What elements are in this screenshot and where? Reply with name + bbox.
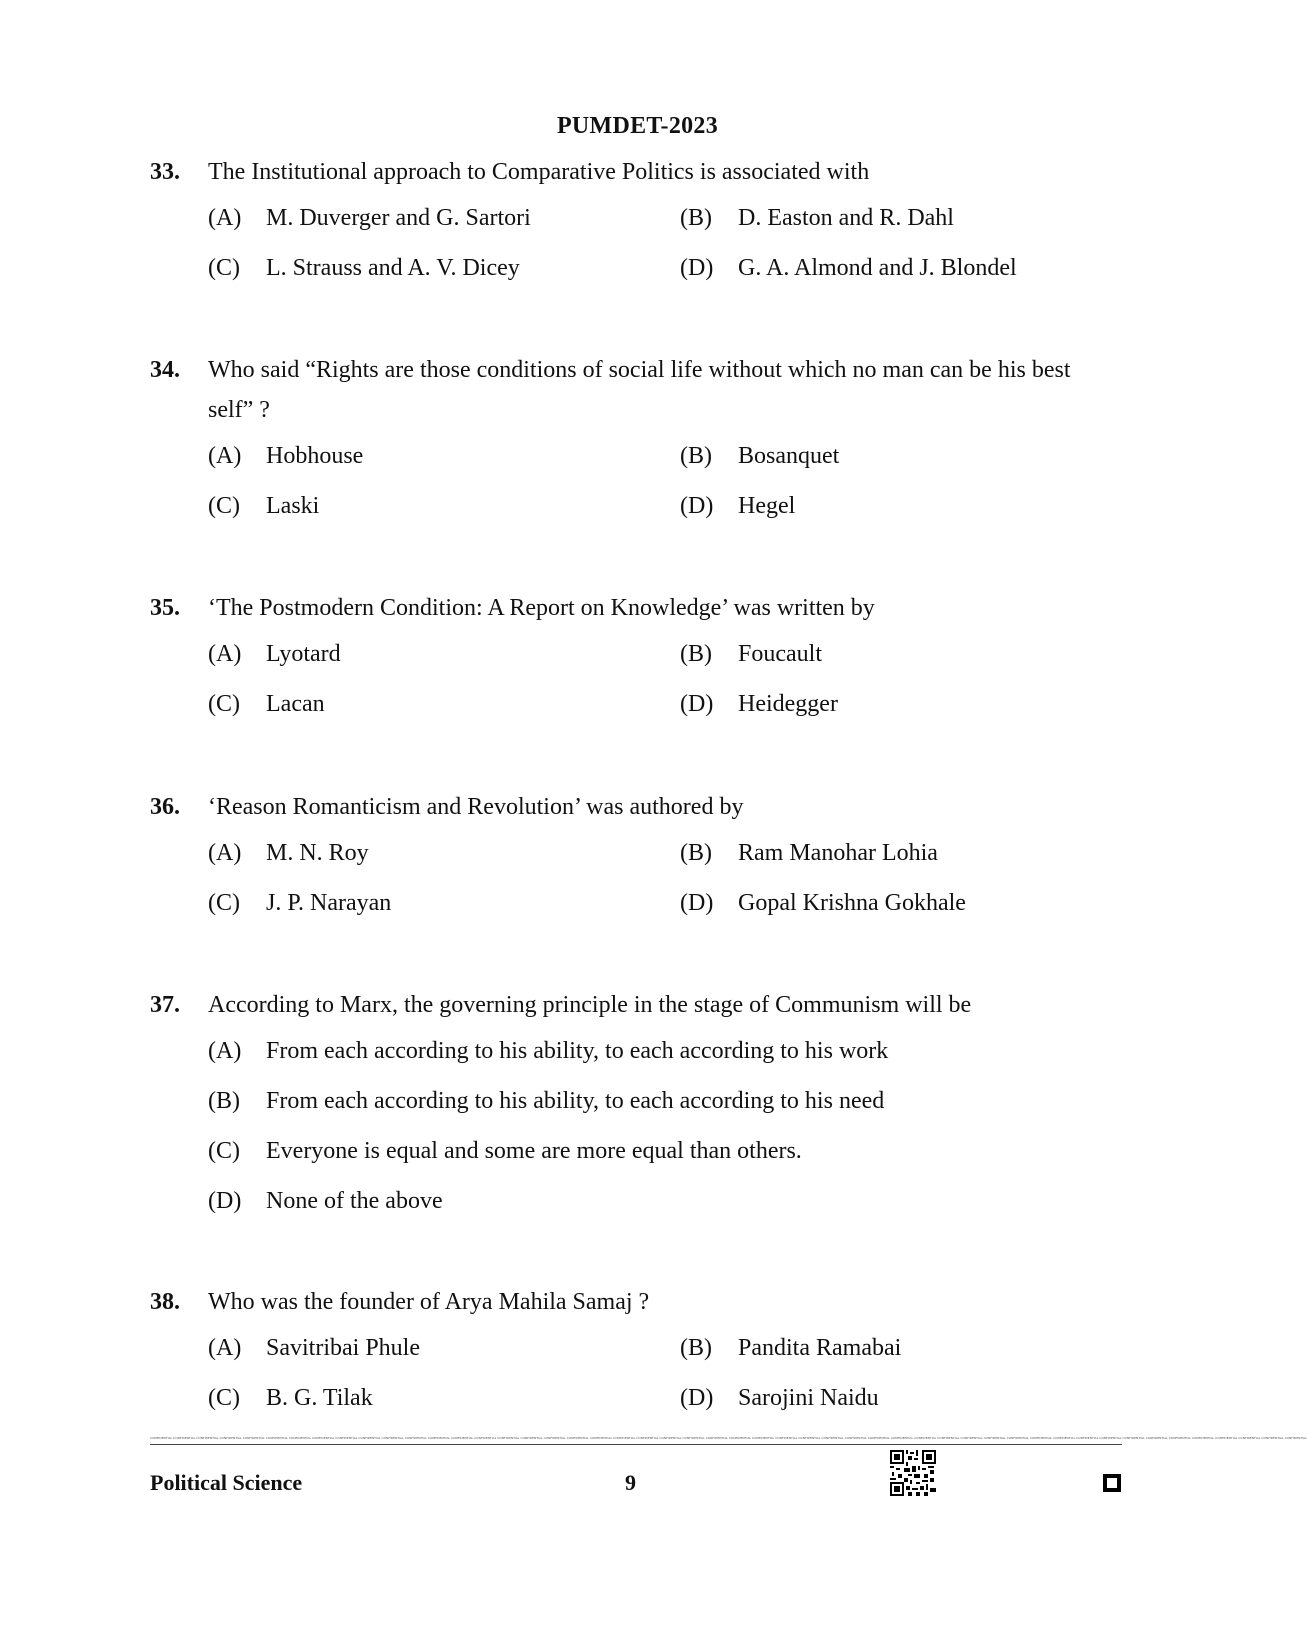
option-a: (A) From each according to his ability, to each according to his work (208, 1038, 889, 1064)
option-d: (D) Hegel (680, 493, 796, 519)
option-row (150, 1033, 1130, 1083)
option-b: (B) Bosanquet (680, 443, 840, 469)
option-b: (B) Ram Manohar Lohia (680, 840, 938, 866)
option-d: (D) None of the above (208, 1188, 443, 1214)
question-text: According to Marx, the governing principle in the stage of Communism will be (208, 992, 972, 1018)
option-row (150, 1330, 1130, 1380)
footer-subject: Political Science (150, 1470, 303, 1495)
option-c: (C) J. P. Narayan (208, 890, 392, 916)
question-number: 35. (150, 595, 180, 621)
question-number: 36. (150, 794, 180, 820)
option-row (150, 1083, 1130, 1133)
option-d: (D) G. A. Almond and J. Blondel (680, 255, 1017, 281)
option-row (150, 438, 1130, 488)
question-text: Who was the founder of Arya Mahila Samaj ? (208, 1289, 650, 1315)
question-number: 33. (150, 159, 180, 185)
option-c: (C) Laski (208, 493, 320, 519)
option-a: (A) M. N. Roy (208, 840, 369, 866)
option-row (150, 636, 1130, 686)
question-text: Who said “Rights are those conditions of social life without which no man can be his best (208, 357, 1071, 383)
question-text: ‘The Postmodern Condition: A Report on Knowledge’ was written by (208, 595, 875, 621)
option-b: (B) D. Easton and R. Dahl (680, 205, 954, 231)
option-b: (B) Foucault (680, 641, 822, 667)
option-c: (C) B. G. Tilak (208, 1385, 373, 1411)
option-row (150, 1133, 1130, 1183)
option-b: (B) Pandita Ramabai (680, 1335, 902, 1361)
question-number: 38. (150, 1289, 180, 1315)
option-row (150, 885, 1130, 935)
option-row (150, 1380, 1130, 1430)
option-d: (D) Heidegger (680, 691, 838, 717)
question-37 (150, 985, 1130, 1233)
question-34 (150, 350, 1130, 538)
option-c: (C) Everyone is equal and some are more equal than others. (208, 1138, 802, 1164)
question-text: ‘Reason Romanticism and Revolution’ was authored by (208, 794, 744, 820)
option-row (150, 250, 1130, 300)
option-row (150, 835, 1130, 885)
option-d: (D) Gopal Krishna Gokhale (680, 890, 966, 916)
question-text: The Institutional approach to Comparative Politics is associated with (208, 159, 870, 185)
option-row (150, 1183, 1130, 1233)
option-a: (A) Hobhouse (208, 443, 364, 469)
option-c: (C) Lacan (208, 691, 325, 717)
page-number: 9 (625, 1470, 636, 1495)
option-row (150, 686, 1130, 736)
question-number: 37. (150, 992, 180, 1018)
option-a: (A) M. Duverger and G. Sartori (208, 205, 531, 231)
option-a: (A) Lyotard (208, 641, 341, 667)
question-38 (150, 1282, 1130, 1430)
question-number: 34. (150, 357, 180, 383)
option-row (150, 488, 1130, 538)
question-35 (150, 588, 1130, 736)
option-d: (D) Sarojini Naidu (680, 1385, 879, 1411)
question-text-continued: self” ? (208, 397, 270, 423)
page-header: PUMDET-2023 (556, 113, 719, 139)
qr-code-icon (890, 1450, 936, 1496)
option-c: (C) L. Strauss and A. V. Dicey (208, 255, 520, 281)
option-row (150, 200, 1130, 250)
question-36 (150, 787, 1130, 935)
option-b: (B) From each according to his ability, to each according to his need (208, 1088, 885, 1114)
footer-divider (150, 1444, 1122, 1445)
question-33 (150, 152, 1130, 300)
square-outline-icon (1103, 1474, 1121, 1492)
option-a: (A) Savitribai Phule (208, 1335, 420, 1361)
confidential-strip: CONFIDENTIAL CONFIDENTIAL CONFIDENTIAL CONFIDENTIAL CONFIDENTIAL CONFIDENTIAL CONFIDENTIAL CONFIDENTIAL CONFIDENTIAL CONFIDENTIAL CONFIDENTIAL CONFIDENTIAL CONFIDENTIAL CONFIDENTIAL CONFIDENTIAL CONFIDENTIAL CONFIDENTIAL CONFIDENTIAL CONFIDENTIAL CONFIDENTIAL CONFIDENTIAL CONFIDENTIAL CONFIDENTIAL CONFIDENTIAL CONFIDENTIAL CONFIDENTIAL CONFIDENTIAL CONFIDENTIAL CONFIDENTIAL CONFIDENTIAL CONFIDENTIAL CONFIDENTIAL CONFIDENTIAL CONFIDENTIAL CONFIDENTIAL CONFIDENTIAL CONFIDENTIAL CONFIDENTIAL CONFIDENTIAL CONFIDENTIAL CONFIDENTIAL CONFIDENTIAL CONFIDENTIAL CONFIDENTIAL CONFIDENTIAL CONFIDENTIAL CONFIDENTIAL CONFIDENTIAL CONFIDENTIAL CONFIDENTIAL (150, 1436, 1307, 1440)
